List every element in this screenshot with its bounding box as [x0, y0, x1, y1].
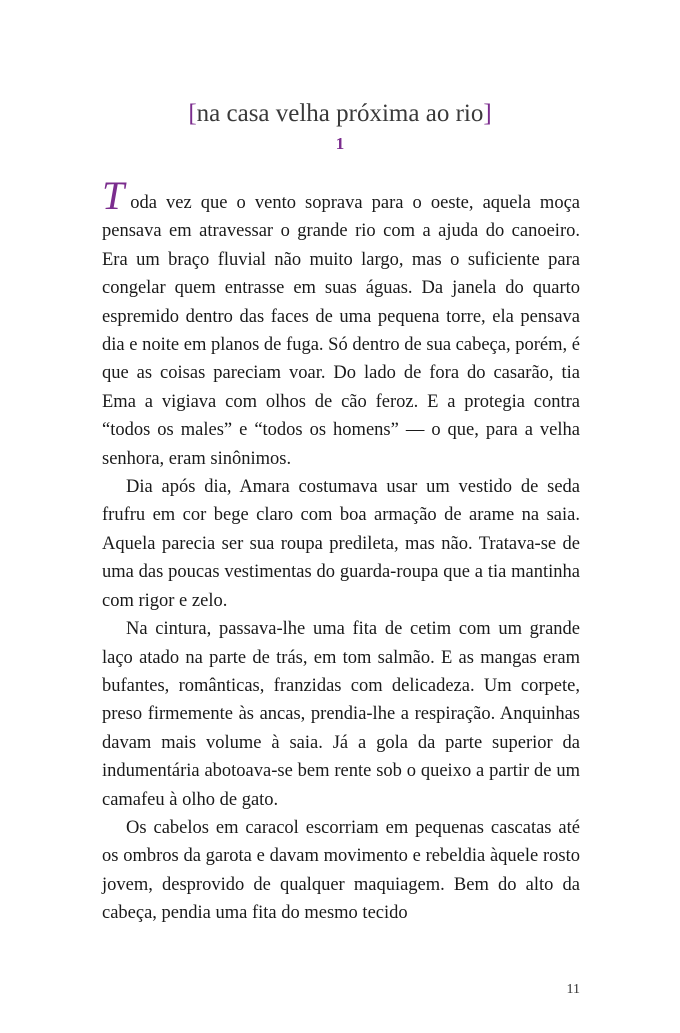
- chapter-number: 1: [335, 134, 345, 153]
- chapter-title-bracket-open: [: [188, 100, 197, 127]
- paragraph-1: [102, 173, 580, 473]
- chapter-title-text: na casa velha próxima ao rio: [196, 100, 484, 127]
- body-text: [102, 173, 580, 928]
- chapter-title: [0, 98, 680, 130]
- paragraph-3: Na cintura, passava-lhe uma fita de cetim com um grande laço atado na parte de trás, em tom salmão. E as mangas eram bufantes, românticas, franzidas com delicadeza. Um corpete, preso firmemente às ancas, prendia-lhe a respiração. Anquinhas davam mais volume à saia. Já a gola da parte superior da indumentária abotoava-se bem rente sob o queixo a partir de um camafeu à olho de gato.: [102, 619, 580, 810]
- chapter-title-bracket-close: ]: [483, 100, 492, 127]
- paragraph-2: Dia após dia, Amara costumava usar um vestido de seda frufru em cor bege claro com boa armação de arame na saia. Aquela parecia ser sua roupa predileta, mas não. Tratava-se de uma das poucas vestimentas do guarda-roupa que a tia mantinha com rigor e zelo.: [102, 477, 580, 611]
- drop-cap: T: [102, 173, 125, 218]
- paragraph-1-text: oda vez que o vento soprava para o oeste, aquela moça pensava em atravessar o grande rio com a ajuda do canoeiro. Era um braço fluvial não muito largo, mas o suficiente para congelar quem entrasse em suas águas. Da janela do quarto espremido dentro das faces de uma pequena torre, ela pensava dia e noite em planos de fuga. Só dentro de sua cabeça, porém, é que as coisas pareciam voar. Do lado de fora do casarão, tia Ema a vigiava com olhos de cão feroz. E a protegia contra “todos os males” e “todos os homens” — o que, para a velha senhora, eram sinônimos.: [102, 193, 580, 469]
- paragraph-4: Os cabelos em caracol escorriam em pequenas cascatas até os ombros da garota e davam movimento e rebeldia àquele rosto jovem, desprovido de qualquer maquiagem. Bem do alto da cabeça, pendia uma fita do mesmo tecido: [102, 817, 580, 924]
- page-number: 11: [566, 982, 580, 997]
